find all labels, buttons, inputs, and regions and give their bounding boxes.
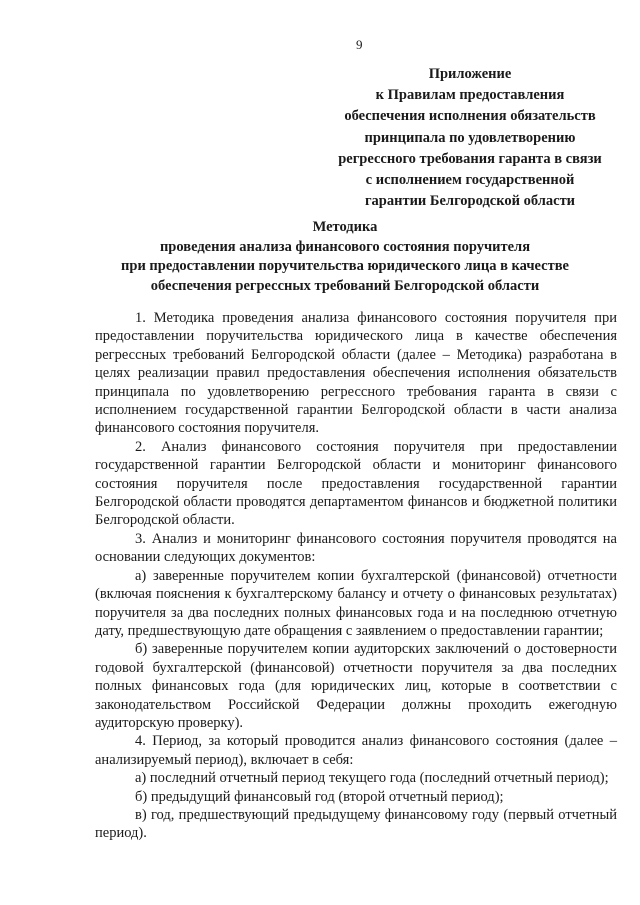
appendix-line: с исполнением государственной [365, 172, 575, 189]
appendix-line: гарантии Белгородской области [364, 193, 576, 210]
document-title [70, 218, 620, 296]
page-number: 9 [356, 37, 363, 52]
title-line: при предоставлении поручительства юридического лица в качестве [121, 258, 569, 274]
appendix-line: Приложение [428, 66, 512, 82]
list-item: б) заверенные поручителем копии аудиторских заключений о достоверности годовой бухгалтерской (финансовой) отчетности поручителя за два последних полных финансовых года (для юридических лиц, которые в соответствии с законодательством Российской Федерации должны проходить ежегодную аудиторскую проверку). [95, 641, 617, 731]
list-item: б) предыдущий финансовый год (второй отчетный период); [135, 788, 504, 805]
paragraph: 3. Анализ и мониторинг финансового состояния поручителя проводятся на основании следующих документов: [95, 530, 617, 566]
appendix-header [320, 64, 620, 212]
appendix-line: принципала по удовлетворению [364, 129, 576, 146]
appendix-line: регрессного требования гаранта в связи [338, 150, 602, 167]
appendix-line: к Правилам предоставления [375, 87, 565, 104]
title-line: обеспечения регрессных требований Белгородской области [150, 277, 540, 294]
appendix-line: обеспечения исполнения обязательств [344, 108, 596, 125]
list-item: а) заверенные поручителем копии бухгалтерской (финансовой) отчетности (включая пояснения к бухгалтерскому балансу и отчету о финансовых результатах) поручителя за два последних полных финансовых года и на последнюю отчетную дату, предшествующую дате обращения с заявлением о предоставлении гарантии; [95, 567, 617, 639]
paragraph: 2. Анализ финансового состояния поручителя при предоставлении государственной гарантии Белгородской области и мониторинг финансового состояния поручителя после предоставления государственной гарантии Белгородской области проводятся департаментом финансов и бюджетной политики Белгородской области. [95, 438, 617, 529]
paragraph: 4. Период, за который проводится анализ финансового состояния (далее – анализируемый период), включает в себя: [95, 733, 617, 768]
list-item: а) последний отчетный период текущего года (последний отчетный период); [135, 770, 609, 787]
list-item: в) год, предшествующий предыдущему финансовому году (первый отчетный период). [95, 806, 617, 842]
document-body [95, 309, 617, 843]
paragraph: 1. Методика проведения анализа финансового состояния поручителя при предоставлении поручительства юридического лица в качестве обеспечения регрессных требований Белгородской области (далее – Методика) разработана в целях реализации правил предоставления обеспечения исполнения обязательств принципала по удовлетворению регрессного требования гаранта в связи с исполнением государственной гарантии Белгородской области в части анализа финансового состояния поручителя. [95, 310, 617, 437]
title-line: проведения анализа финансового состояния поручителя [159, 238, 531, 255]
title-heading: Методика [312, 219, 378, 235]
